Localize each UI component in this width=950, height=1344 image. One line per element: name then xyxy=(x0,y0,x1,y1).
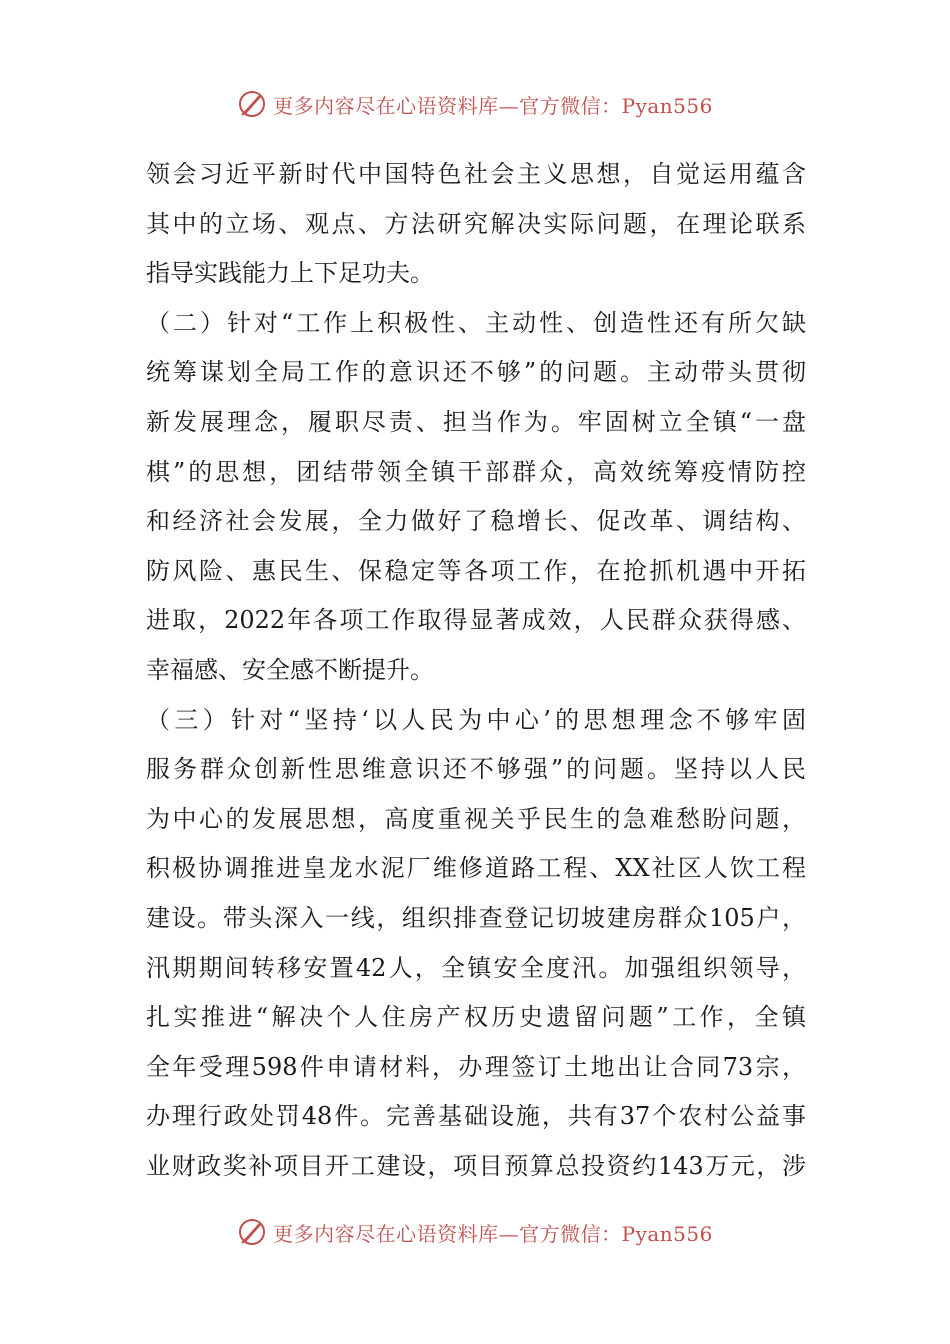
body-line: 指导实践能力上下足功夫。 xyxy=(146,259,434,288)
body-line: 幸福感、安全感不断提升。 xyxy=(146,655,434,684)
body-line: 积极协调推进皇龙水泥厂维修道路工程、XX社区人饮工程 xyxy=(146,854,806,883)
header-banner xyxy=(0,84,950,124)
document-body xyxy=(146,150,806,1191)
body-line: 汛期期间转移安置42人，全镇安全度汛。加强组织领导， xyxy=(146,953,806,982)
header-banner-text: 更多内容尽在心语资料库—官方微信：Pyan556 xyxy=(273,93,713,118)
body-line: 服务群众创新性思维意识还不够强”的问题。坚持以人民 xyxy=(146,755,806,784)
footer-banner xyxy=(0,1212,950,1252)
footer-banner-text: 更多内容尽在心语资料库—官方微信：Pyan556 xyxy=(273,1221,713,1246)
body-line: 统筹谋划全局工作的意识还不够”的问题。主动带头贯彻 xyxy=(146,358,806,387)
body-line: 业财政奖补项目开工建设，项目预算总投资约143万元，涉 xyxy=(146,1151,806,1180)
body-line: 进取，2022年各项工作取得显著成效，人民群众获得感、 xyxy=(146,606,806,635)
body-line: 建设。带头深入一线，组织排查登记切坡建房群众105户， xyxy=(146,903,806,932)
body-line: 领会习近平新时代中国特色社会主义思想，自觉运用蕴含 xyxy=(146,160,806,188)
quill-pen-logo xyxy=(237,89,267,119)
body-line: 办理行政处罚48件。完善基础设施，共有37个农村公益事 xyxy=(146,1102,806,1131)
body-line: 和经济社会发展，全力做好了稳增长、促改革、调结构、 xyxy=(146,507,806,536)
body-line: 其中的立场、观点、方法研究解决实际问题，在理论联系 xyxy=(146,209,806,238)
body-line: 为中心的发展思想，高度重视关乎民生的急难愁盼问题， xyxy=(146,804,806,833)
body-line: 防风险、惠民生、保稳定等各项工作，在抢抓机遇中开拓 xyxy=(146,556,806,585)
body-line: 新发展理念，履职尽责、担当作为。牢固树立全镇“一盘 xyxy=(146,407,806,436)
section-heading-line: （二）针对“工作上积极性、主动性、创造性还有所欠缺 xyxy=(146,308,806,337)
section-heading-line: （三）针对“坚持‘以人民为中心’的思想理念不够牢固 xyxy=(146,705,806,734)
quill-pen-logo xyxy=(237,1217,267,1247)
body-line: 棋”的思想，团结带领全镇干部群众，高效统筹疫情防控 xyxy=(146,457,806,486)
body-line: 全年受理598件申请材料，办理签订土地出让合同73宗， xyxy=(146,1052,806,1081)
body-line: 扎实推进“解决个人住房产权历史遗留问题”工作，全镇 xyxy=(146,1003,806,1032)
